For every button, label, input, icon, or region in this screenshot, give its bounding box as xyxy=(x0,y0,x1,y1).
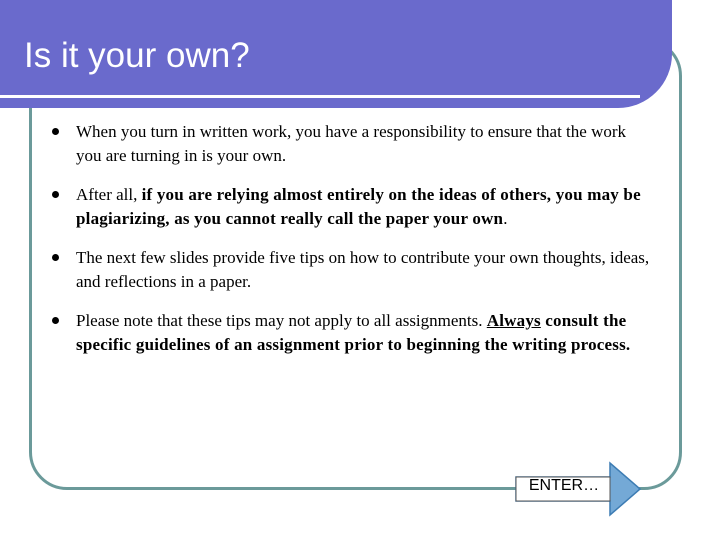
bullet-bold-text: consult the specific guidelines of an assignment prior to beginning the writing process. xyxy=(76,311,631,354)
title-underline xyxy=(0,95,640,98)
bullet-item xyxy=(50,246,650,293)
enter-label: ENTER… xyxy=(528,477,600,494)
enter-button[interactable] xyxy=(514,461,644,517)
bullet-bold-text: if you are relying almost entirely on the ideas of others, you may be plagiarizing, as you cannot really call the paper your own xyxy=(76,185,641,228)
bullet-item xyxy=(50,183,650,230)
bullet-underlined-text: Always xyxy=(486,311,541,330)
bullet-dot-icon xyxy=(52,128,59,135)
title-banner xyxy=(0,0,672,108)
bullet-item xyxy=(50,309,650,356)
bullet-text: When you turn in written work, you have a responsibility to ensure that the work you are turning in is your own. xyxy=(76,122,627,165)
bullet-item xyxy=(50,120,650,167)
bullet-lead-text: Please note that these tips may not apply to all assignments. xyxy=(76,311,487,330)
bullet-tail-text: . xyxy=(503,208,508,228)
bullet-dot-icon xyxy=(52,317,59,324)
bullet-text: The next few slides provide five tips on how to contribute your own thoughts, ideas, and reflections in a paper. xyxy=(76,248,650,291)
bullet-dot-icon xyxy=(52,191,59,198)
bullet-dot-icon xyxy=(52,254,59,261)
bullet-lead-text: After all, xyxy=(76,185,142,204)
slide-title: Is it your own? xyxy=(24,36,250,75)
bullet-list xyxy=(50,120,650,372)
